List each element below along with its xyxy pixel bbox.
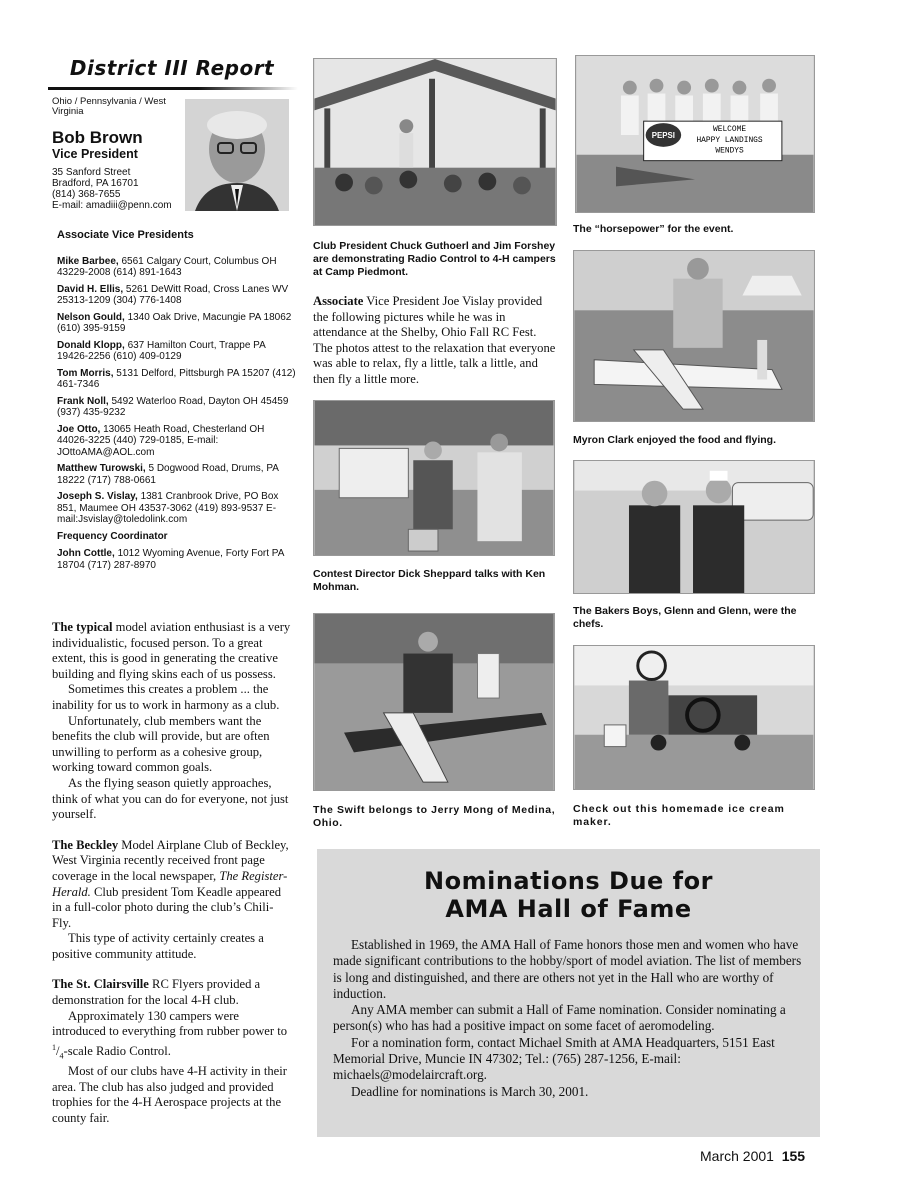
paragraph-text: RC Flyers provided a demonstration for the local 4-H club. [52,977,261,1008]
paragraph [52,620,292,682]
lead-in: Associate [313,294,364,308]
icecream-caption: Check out this homemade ice cream maker. [573,803,785,828]
assoc-info: 6561 Calgary Court, Columbus OH 43229-2008 (614) 891-1643 [57,255,277,278]
associate-vp-heading: Associate Vice Presidents [57,229,194,241]
horsepower-photo [575,55,815,213]
assoc-info: 13065 Heath Road, Chesterland OH 44026-3225 (440) 729-0185, E-mail: JOttoAMA@AOL.com [57,423,265,458]
paragraph: Approximately 130 campers were introduced to everything from rubber power to $^1/_4$-scale Radio Control. [52,1008,288,1061]
lead-in: The St. Clairsville [52,977,149,992]
frequency-coordinator-heading: Frequency Coordinator [57,530,168,542]
horsepower-caption: The “horsepower” for the event. [573,223,734,235]
paragraph: As the flying season quietly approaches, think of what you can do for everyone, not just yourself. [52,775,289,822]
bakers-photo [573,460,815,594]
myron-image [574,251,814,421]
fraction-denominator: 4 [59,1051,64,1061]
vp-phone: (814) 368-7655 [52,189,121,200]
banner-brand: PEPSI [651,130,676,140]
assoc-name: Matthew Turowski, [57,463,146,474]
swift-image [314,614,554,790]
assoc-info: 5492 Waterloo Road, Dayton OH 45459 (937) 435-9232 [57,395,289,418]
swift-caption: The Swift belongs to Jerry Mong of Medina, Ohio. [313,804,556,829]
vp-name: Bob Brown [52,128,143,147]
list-item [57,340,297,363]
myron-caption: Myron Clark enjoyed the food and flying. [573,434,777,446]
paragraph: Sometimes this creates a problem ... the inability for us to work in harmony as a club. [52,682,280,712]
title-rule [48,87,298,90]
vp-region: Ohio / Pennsylvania / West Virginia [52,96,166,117]
assoc-name: John Cottle, [57,548,115,559]
lead-in: The Beckley [52,837,119,852]
assoc-info: 1381 Cranbrook Drive, PO Box 851, Maumee OH 43537-3062 (419) 893-9537 E-mail:Jsvislay@toledolink.com [57,491,279,525]
lead-in: The typical [52,620,113,634]
paragraph: Established in 1969, the AMA Hall of Fame honors those men and women who have made significant contributions to the hobby/sport of model aviation. The list of members is long and distinguished, and there are others not yet in the Hall who are worthy of induction. [333,937,802,1001]
bakers-caption: The Bakers Boys, Glenn and Glenn, were the chefs. [573,605,797,630]
list-item [57,312,297,335]
assoc-name: Nelson Gould, [57,311,125,323]
assoc-name: Joe Otto, [57,423,101,435]
icecream-photo [573,645,815,790]
list-item [57,396,297,419]
assoc-info: 1012 Wyoming Avenue, Forty Fort PA 18704 (717) 287-8970 [57,548,284,571]
hall-of-fame-title [317,867,820,923]
list-item [57,368,297,391]
assoc-name: David H. Ellis, [57,283,124,295]
list-item [57,463,297,486]
hall-of-fame-title-line: Nominations Due for [424,867,713,895]
assoc-name: Joseph S. Vislay, [57,491,138,502]
paragraph: Deadline for nominations is March 30, 2001. [351,1083,589,1099]
paragraph: Unfortunately, club members want the benefits the club will provide, but are often unwilling to perform as a cohesive group, working toward common goals. [52,713,270,775]
icecream-image [574,646,814,789]
paragraph [52,977,292,1008]
paragraph-text: -scale Radio Control. [63,1044,171,1059]
paragraph: This type of activity certainly creates a positive community attitude. [52,931,264,961]
vp-portrait-photo [185,99,289,211]
list-item [57,256,297,279]
hall-of-fame-box [317,849,820,1137]
vp-address [52,167,172,211]
contest-caption: Contest Director Dick Sheppard talks with Ken Mohman. [313,568,546,593]
paragraph: For a nomination form, contact Michael Smith at AMA Headquarters, 5151 East Memorial Drive, Muncie IN 47302; Tel.: (765) 287-1256, E-mail: michaels@modelaircraft.org. [333,1034,775,1083]
page-title: District III Report [69,56,275,80]
bakers-image [574,461,814,593]
vp-email: E-mail: amadiii@penn.com [52,200,172,211]
banner-line: WENDYS [715,146,744,156]
banner-line: WELCOME [713,125,747,135]
assoc-info: 5131 Delford, Pittsburgh PA 15207 (412) 461-7346 [57,367,296,390]
horsepower-image [576,56,814,212]
pavilion-caption: Club President Chuck Guthoerl and Jim Forshey are demonstrating Radio Control to 4-H campers at Camp Piedmont. [313,240,556,278]
assoc-name: Frank Noll, [57,395,109,407]
paragraph: Any AMA member can submit a Hall of Fame nomination. Consider nominating a person(s) who has had a positive impact on some facet of aeromodeling. [333,1002,786,1034]
assoc-info: 1340 Oak Drive, Macungie PA 18062 (610) 395-9159 [57,311,292,334]
vp-address-line: Bradford, PA 16701 [52,178,139,189]
assoc-name: Donald Klopp, [57,339,125,351]
contest-image [314,401,554,555]
assoc-info: 5261 DeWitt Road, Cross Lanes WV 25313-1209 (304) 776-1408 [57,283,289,306]
associate-vp-list [57,230,297,576]
vp-title: Vice President [52,147,138,161]
paragraph-text: Model Airplane Club of Beckley, West Virginia recently received front page coverage in the local newspaper, [52,837,289,883]
paragraph-text: Club president Tom Keadle appeared in a full-color photo during the club’s Chili-Fly. [52,884,282,930]
vp-address-line: 35 Sanford Street [52,167,131,178]
fraction-numerator: 1 [52,1042,56,1052]
issue-date: March 2001 [700,1148,774,1164]
paragraph [52,838,292,932]
hall-of-fame-body [333,937,811,1100]
page-footer [700,1148,805,1164]
paragraph: Most of our clubs have 4-H activity in their area. The club has also judged and provided trophies for the 4-H Aerospace projects at the county fair. [52,1064,287,1125]
list-item [57,491,297,526]
newspaper-title: The Register-Herald. [52,868,288,899]
banner-line: HAPPY LANDINGS [696,135,763,145]
hall-of-fame-title-line: AMA Hall of Fame [445,895,692,923]
list-item [57,284,297,307]
assoc-info: 637 Hamilton Court, Trappe PA 19426-2256 (610) 409-0129 [57,339,266,362]
pavilion-photo [313,58,557,226]
left-article-column [52,620,292,1127]
assoc-name: Tom Morris, [57,367,114,379]
contest-photo [313,400,555,556]
assoc-name: Mike Barbee, [57,255,119,267]
mid-article-text [313,294,558,388]
swift-photo [313,613,555,791]
pavilion-image [314,59,556,225]
myron-photo [573,250,815,422]
paragraph-text: model aviation enthusiast is a very individualistic, focused person. To a great extent, this is good in generating the creative building and flying skins each of us possess. [52,620,291,681]
list-item [57,424,297,459]
paragraph-text: Vice President Joe Vislay provided the following pictures while he was in attendance at the Shelby, Ohio Fall RC Fest. The photos attest to the relaxation that everyone was able to relax, fly a little, talk a little, and then fly a little more. [313,294,556,386]
paragraph-text: Approximately 130 campers were introduced to everything from rubber power to [52,1008,288,1039]
assoc-info: 5 Dogwood Road, Drums, PA 18222 (717) 788-0661 [57,463,279,486]
portrait-image [185,99,289,211]
page-number: 155 [781,1148,806,1164]
list-item [57,548,297,571]
